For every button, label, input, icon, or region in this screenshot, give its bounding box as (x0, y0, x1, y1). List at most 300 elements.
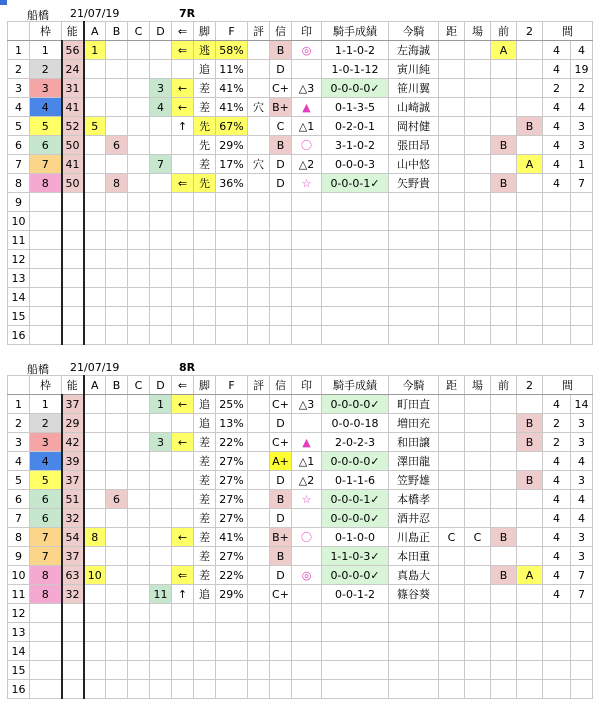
cell-kishu (389, 212, 439, 231)
cell-kan1: 2 (543, 433, 571, 452)
cell-kan2: 7 (571, 174, 593, 193)
cell-seiseki: 0-0-0-3 (322, 155, 389, 174)
cell-kishu (389, 231, 439, 250)
table-row (8, 566, 593, 585)
cell-kyori (439, 79, 465, 98)
cell-f: 67% (216, 117, 248, 136)
cell-seiseki (322, 623, 389, 642)
cell-kyori (439, 98, 465, 117)
cell-a (84, 585, 106, 604)
column-header: 場 (465, 22, 491, 41)
cell-kishu: 寅川純 (389, 60, 439, 79)
cell-kyori (439, 604, 465, 623)
cell-ni (517, 585, 543, 604)
cell-no: 6 (8, 490, 30, 509)
cell-kan1: 4 (543, 98, 571, 117)
cell-mae: A (491, 41, 517, 60)
cell-a (84, 547, 106, 566)
cell-seiseki (322, 269, 389, 288)
cell-arrow (172, 288, 194, 307)
cell-ba (465, 661, 491, 680)
cell-b (106, 41, 128, 60)
cell-waku (30, 307, 62, 326)
cell-seiseki (322, 642, 389, 661)
cell-kan1: 4 (543, 452, 571, 471)
cell-kan2 (571, 212, 593, 231)
cell-arrow (172, 547, 194, 566)
table-row (8, 136, 593, 155)
cell-mae (491, 509, 517, 528)
cell-kan1: 2 (543, 414, 571, 433)
cell-ni: B (517, 117, 543, 136)
cell-no: 5 (8, 471, 30, 490)
cell-a: 10 (84, 566, 106, 585)
cell-seiseki: 0-1-3-5 (322, 98, 389, 117)
cell-c (128, 452, 150, 471)
cell-b: 6 (106, 490, 128, 509)
cell-kan2: 19 (571, 60, 593, 79)
cell-d: 1 (150, 395, 172, 414)
cell-arrow: ← (172, 79, 194, 98)
cell-kyaku: 差 (194, 155, 216, 174)
cell-ba (465, 490, 491, 509)
cell-nou: 41 (62, 98, 84, 117)
cell-kan2: 4 (571, 41, 593, 60)
cell-no: 15 (8, 661, 30, 680)
cell-kyori (439, 41, 465, 60)
cell-a: 5 (84, 117, 106, 136)
cell-seiseki: 0-1-1-6 (322, 471, 389, 490)
cell-hyo (248, 414, 270, 433)
cell-hyo (248, 174, 270, 193)
cell-no: 11 (8, 231, 30, 250)
cell-kan2: 14 (571, 395, 593, 414)
column-header: 脚 (194, 376, 216, 395)
cell-ba (465, 642, 491, 661)
cell-kishu: 澤田龍 (389, 452, 439, 471)
cell-d: 3 (150, 79, 172, 98)
cell-shin: D (270, 566, 292, 585)
cell-d: 3 (150, 433, 172, 452)
cell-d: 4 (150, 98, 172, 117)
cell-b (106, 307, 128, 326)
cell-arrow: ↑ (172, 117, 194, 136)
cell-ba (465, 471, 491, 490)
cell-d: 11 (150, 585, 172, 604)
cell-ni (517, 174, 543, 193)
cell-kishu: 矢野貴 (389, 174, 439, 193)
column-header: D (150, 376, 172, 395)
cell-seiseki: 1-1-0-2 (322, 41, 389, 60)
cell-a (84, 490, 106, 509)
cell-ba (465, 288, 491, 307)
cell-shirushi (292, 661, 322, 680)
cell-ni (517, 212, 543, 231)
cell-b (106, 680, 128, 699)
cell-a (84, 604, 106, 623)
cell-shirushi: △3 (292, 395, 322, 414)
cell-a (84, 136, 106, 155)
cell-shirushi (292, 585, 322, 604)
cell-shin: D (270, 471, 292, 490)
cell-hyo (248, 604, 270, 623)
cell-shin: B (270, 547, 292, 566)
cell-a (84, 155, 106, 174)
cell-mae (491, 680, 517, 699)
cell-nou (62, 212, 84, 231)
cell-kyori (439, 155, 465, 174)
cell-arrow: ⇐ (172, 41, 194, 60)
cell-waku: 8 (30, 566, 62, 585)
cell-shirushi: ◎ (292, 41, 322, 60)
cell-kyaku: 差 (194, 471, 216, 490)
cell-kyori (439, 623, 465, 642)
header-row (8, 22, 593, 41)
cell-ba (465, 250, 491, 269)
cell-no: 12 (8, 604, 30, 623)
cell-seiseki (322, 288, 389, 307)
cell-ni (517, 490, 543, 509)
cell-no: 11 (8, 585, 30, 604)
cell-waku (30, 623, 62, 642)
cell-mae: B (491, 528, 517, 547)
cell-c (128, 395, 150, 414)
cell-seiseki: 1-0-1-12 (322, 60, 389, 79)
cell-hyo (248, 269, 270, 288)
cell-kyori (439, 395, 465, 414)
cell-ni (517, 136, 543, 155)
sheet-corner-marker (0, 0, 7, 5)
cell-waku (30, 212, 62, 231)
cell-kan2 (571, 231, 593, 250)
cell-ni: B (517, 414, 543, 433)
cell-shirushi (292, 250, 322, 269)
cell-kan1 (543, 680, 571, 699)
cell-arrow (172, 452, 194, 471)
cell-kyori (439, 452, 465, 471)
cell-d (150, 288, 172, 307)
cell-kan1: 4 (543, 585, 571, 604)
cell-kyori (439, 269, 465, 288)
cell-mae: B (491, 566, 517, 585)
cell-waku: 4 (30, 98, 62, 117)
cell-waku (30, 642, 62, 661)
cell-kyaku: 追 (194, 414, 216, 433)
cell-d: 7 (150, 155, 172, 174)
cell-ni: A (517, 155, 543, 174)
cell-arrow (172, 269, 194, 288)
cell-nou (62, 623, 84, 642)
cell-kyaku: 差 (194, 433, 216, 452)
cell-b (106, 604, 128, 623)
cell-ni: A (517, 566, 543, 585)
cell-hyo (248, 566, 270, 585)
cell-hyo (248, 642, 270, 661)
cell-hyo (248, 490, 270, 509)
empty-row (8, 326, 593, 345)
cell-hyo (248, 307, 270, 326)
cell-d (150, 193, 172, 212)
cell-ni: B (517, 433, 543, 452)
cell-kyori (439, 566, 465, 585)
cell-no: 16 (8, 326, 30, 345)
cell-waku (30, 269, 62, 288)
cell-ni (517, 269, 543, 288)
cell-c (128, 433, 150, 452)
cell-seiseki (322, 326, 389, 345)
cell-kan2: 3 (571, 471, 593, 490)
cell-no: 2 (8, 60, 30, 79)
cell-shin: D (270, 155, 292, 174)
cell-c (128, 490, 150, 509)
cell-kan1 (543, 231, 571, 250)
cell-ni (517, 642, 543, 661)
cell-hyo (248, 623, 270, 642)
cell-shin (270, 623, 292, 642)
cell-f: 41% (216, 98, 248, 117)
column-header: 印 (292, 376, 322, 395)
cell-nou: 37 (62, 471, 84, 490)
cell-f: 27% (216, 547, 248, 566)
table-row (8, 433, 593, 452)
cell-arrow (172, 661, 194, 680)
cell-mae (491, 547, 517, 566)
cell-kan1: 4 (543, 117, 571, 136)
cell-kishu (389, 193, 439, 212)
cell-shin (270, 212, 292, 231)
cell-mae (491, 471, 517, 490)
cell-a (84, 174, 106, 193)
cell-mae: B (491, 136, 517, 155)
cell-kyaku (194, 661, 216, 680)
cell-ba (465, 307, 491, 326)
row-number-header (8, 376, 30, 395)
cell-kyaku (194, 193, 216, 212)
cell-ba (465, 174, 491, 193)
cell-shin: D (270, 509, 292, 528)
cell-kyori (439, 307, 465, 326)
cell-c (128, 604, 150, 623)
cell-ni (517, 452, 543, 471)
cell-shirushi (292, 212, 322, 231)
cell-c (128, 547, 150, 566)
cell-a (84, 60, 106, 79)
cell-mae (491, 604, 517, 623)
table-row (8, 471, 593, 490)
cell-ni (517, 41, 543, 60)
cell-kyaku (194, 307, 216, 326)
cell-ni (517, 509, 543, 528)
cell-seiseki: 0-0-0-0✓ (322, 452, 389, 471)
cell-kan2: 3 (571, 547, 593, 566)
cell-ba (465, 566, 491, 585)
cell-f: 29% (216, 585, 248, 604)
cell-no: 10 (8, 566, 30, 585)
cell-shirushi: △1 (292, 117, 322, 136)
cell-ni (517, 79, 543, 98)
cell-arrow (172, 326, 194, 345)
cell-ba (465, 623, 491, 642)
cell-kyori: C (439, 528, 465, 547)
cell-kan2: 4 (571, 509, 593, 528)
cell-c (128, 288, 150, 307)
cell-d (150, 136, 172, 155)
cell-kyaku (194, 250, 216, 269)
cell-ba (465, 604, 491, 623)
cell-shirushi: ▲ (292, 433, 322, 452)
cell-hyo (248, 509, 270, 528)
cell-b (106, 395, 128, 414)
cell-kan2: 4 (571, 452, 593, 471)
cell-c (128, 680, 150, 699)
cell-a (84, 269, 106, 288)
race-date: 21/07/19 (70, 361, 120, 374)
cell-d (150, 528, 172, 547)
cell-c (128, 212, 150, 231)
cell-kan1 (543, 250, 571, 269)
empty-row (8, 288, 593, 307)
cell-ni (517, 307, 543, 326)
cell-kishu: 町田直 (389, 395, 439, 414)
cell-waku (30, 604, 62, 623)
cell-ba (465, 231, 491, 250)
cell-d (150, 566, 172, 585)
table-row (8, 585, 593, 604)
table-row (8, 509, 593, 528)
cell-mae (491, 414, 517, 433)
table-row (8, 155, 593, 174)
cell-a (84, 231, 106, 250)
cell-c (128, 326, 150, 345)
cell-shirushi: ◎ (292, 566, 322, 585)
cell-kyaku (194, 288, 216, 307)
cell-c (128, 155, 150, 174)
cell-mae (491, 212, 517, 231)
cell-waku: 7 (30, 547, 62, 566)
cell-shirushi (292, 642, 322, 661)
cell-b (106, 509, 128, 528)
cell-f (216, 250, 248, 269)
cell-kan2 (571, 307, 593, 326)
cell-waku: 2 (30, 60, 62, 79)
cell-no: 8 (8, 174, 30, 193)
cell-waku: 5 (30, 471, 62, 490)
cell-hyo: 穴 (248, 98, 270, 117)
cell-b (106, 193, 128, 212)
cell-b (106, 98, 128, 117)
cell-kyaku: 差 (194, 528, 216, 547)
column-header: F (216, 376, 248, 395)
cell-kyaku: 先 (194, 136, 216, 155)
column-header: 印 (292, 22, 322, 41)
cell-b (106, 250, 128, 269)
cell-ba (465, 79, 491, 98)
cell-hyo (248, 136, 270, 155)
cell-arrow: ⇐ (172, 566, 194, 585)
cell-kyaku: 差 (194, 452, 216, 471)
cell-f (216, 623, 248, 642)
cell-no: 7 (8, 509, 30, 528)
cell-kyori (439, 326, 465, 345)
cell-kan1 (543, 288, 571, 307)
cell-ba (465, 414, 491, 433)
cell-f: 41% (216, 79, 248, 98)
cell-ni (517, 193, 543, 212)
cell-no: 2 (8, 414, 30, 433)
cell-kishu (389, 604, 439, 623)
cell-b (106, 60, 128, 79)
cell-no: 13 (8, 623, 30, 642)
cell-a (84, 414, 106, 433)
cell-kyaku: 差 (194, 547, 216, 566)
cell-f: 25% (216, 395, 248, 414)
cell-kan2 (571, 250, 593, 269)
cell-seiseki (322, 680, 389, 699)
cell-kan2: 4 (571, 98, 593, 117)
cell-shin (270, 661, 292, 680)
cell-arrow (172, 136, 194, 155)
cell-shin: B (270, 136, 292, 155)
cell-shin: D (270, 60, 292, 79)
cell-d (150, 680, 172, 699)
table-row (8, 60, 593, 79)
cell-f (216, 661, 248, 680)
cell-nou (62, 604, 84, 623)
cell-hyo: 穴 (248, 155, 270, 174)
cell-c (128, 585, 150, 604)
cell-ba (465, 117, 491, 136)
table-row (8, 174, 593, 193)
cell-waku (30, 326, 62, 345)
cell-shirushi (292, 269, 322, 288)
cell-mae (491, 307, 517, 326)
cell-kan2 (571, 661, 593, 680)
cell-no: 3 (8, 433, 30, 452)
cell-shin: D (270, 414, 292, 433)
cell-kyaku (194, 326, 216, 345)
cell-f (216, 604, 248, 623)
cell-kyaku: 追 (194, 585, 216, 604)
cell-d (150, 547, 172, 566)
cell-arrow (172, 604, 194, 623)
column-header: 2 (517, 22, 543, 41)
cell-a: 1 (84, 41, 106, 60)
cell-d (150, 661, 172, 680)
table-row (8, 490, 593, 509)
cell-no: 9 (8, 193, 30, 212)
race-header (7, 358, 593, 375)
cell-f: 22% (216, 566, 248, 585)
cell-shirushi (292, 231, 322, 250)
table-row (8, 547, 593, 566)
cell-f: 27% (216, 471, 248, 490)
cell-d (150, 41, 172, 60)
cell-kyaku (194, 604, 216, 623)
empty-row (8, 269, 593, 288)
table-row (8, 79, 593, 98)
cell-kan2: 3 (571, 414, 593, 433)
cell-kyaku (194, 623, 216, 642)
cell-b (106, 212, 128, 231)
cell-kyaku (194, 269, 216, 288)
cell-mae (491, 250, 517, 269)
cell-shin: C (270, 117, 292, 136)
cell-kishu: 笹川翼 (389, 79, 439, 98)
cell-shin (270, 326, 292, 345)
cell-no: 14 (8, 288, 30, 307)
cell-seiseki (322, 250, 389, 269)
cell-shin (270, 250, 292, 269)
